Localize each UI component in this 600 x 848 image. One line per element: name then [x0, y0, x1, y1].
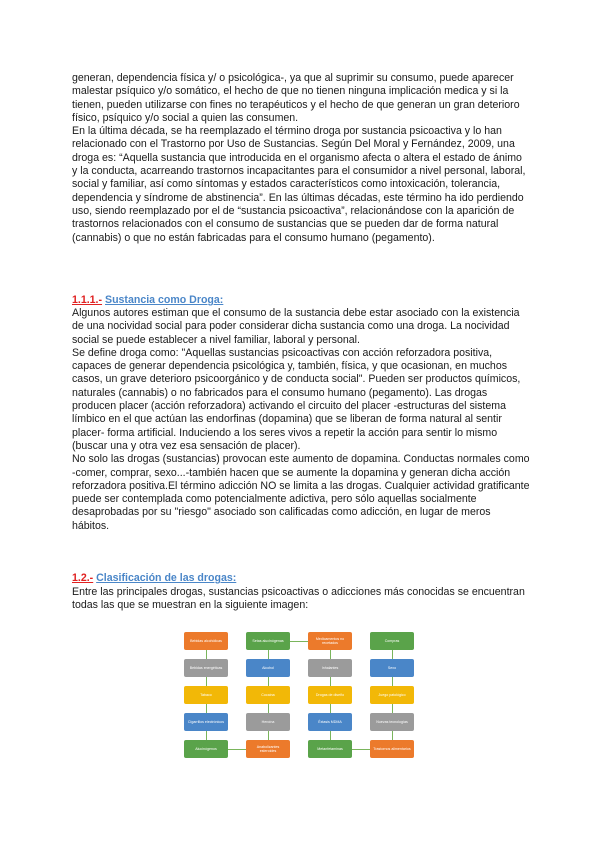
diagram-node: Inhalantes: [308, 659, 352, 677]
drug-classification-diagram: [180, 626, 422, 766]
diagram-node: Compras: [370, 632, 414, 650]
diagram-connector: [290, 641, 308, 642]
section-title: Sustancia como Droga:: [105, 294, 224, 306]
diagram-node: Cocaína: [246, 686, 290, 704]
diagram-node: Juego patológico: [370, 686, 414, 704]
diagram-node: Nuevas tecnologías: [370, 713, 414, 731]
paragraph: Se define droga como: "Aquellas sustancias psicoactivas con acción reforzadora positiva, capaces de generar dependencia psicológica y, también, física, y que ocasionan, en muchos casos, un grave deterioro psicoorgánico y de conducta social". Pueden ser productos químicos, naturales (cannabis) o no fabricados para el consumo humano (pegamento). Las drogas producen placer (acción reforzadora) activando el circuito del placer -estructuras del sistema límbico en el que actúan las endorfinas (dopamina) que se liberan de forma natural al sentir placer- forma artificial. Induciendo a los seres vivos a repetir la acción para sentir lo mismo (buscar una y otra vez esa sensación de placer).: [72, 346, 521, 452]
section-text: [72, 586, 530, 613]
diagram-node: Cigarrillos electrónicos: [184, 713, 228, 731]
diagram-node: Medicamentos no recetados: [308, 632, 352, 650]
section-text: [72, 307, 530, 533]
section-heading: [72, 294, 223, 306]
intro-text: [72, 72, 530, 245]
diagram-connector: [228, 749, 246, 750]
diagram-node: Metanfetaminas: [308, 740, 352, 758]
section-title: Clasificación de las drogas:: [96, 572, 237, 584]
diagram-node: Sexo: [370, 659, 414, 677]
diagram-node: Setas alucinógenas: [246, 632, 290, 650]
paragraph: generan, dependencia física y/ o psicológica-, ya que al suprimir su consumo, puede aparecer malestar psíquico y/o somático, el hecho de que no tienen ninguna implicación medica y si la tienen, pueden utilizarse con fines no terapéuticos y el hecho de que generan un gran deterioro físico, psíquico y/o social a quien las consumen.: [72, 72, 520, 124]
section-number: 1.2.-: [72, 572, 94, 584]
diagram-node: Éxtasis MDMA: [308, 713, 352, 731]
diagram-node: Alucinógenos: [184, 740, 228, 758]
section-heading: [72, 572, 236, 584]
paragraph: En la última década, se ha reemplazado el término droga por sustancia psicoactiva y lo han relacionado con el Trastorno por Uso de Sustancias. Según Del Moral y Fernández, 2009, una droga es: “Aquella sustancia que introducida en el organismo afecta o altera el estado de ánimo y la conducta, acarreando trastornos incapacitantes para el consumidor a nivel personal, laboral, social y familiar, así como síntomas y estados característicos como intoxicación, tolerancia, dependencia y síndrome de abstinencia”. En las últimas décadas, este término ha ido perdiendo uso, siendo reemplazado por el de “sustancia psicoactiva”, relacionándose con la aparición de trastornos relacionados con el consumo de sustancias que se pueden dar de forma natural (cannabis) o que no están fabricadas para el consumo humano (pegamento).: [72, 125, 526, 244]
diagram-node: Trastornos alimentarios: [370, 740, 414, 758]
paragraph: Algunos autores estiman que el consumo de la sustancia debe estar asociado con la existencia de una nocividad social para poder considerar dicha sustancia como una droga. La nocividad social se puede establecer a nivel familiar, laboral y personal.: [72, 307, 520, 346]
diagram-node: Drogas de diseño: [308, 686, 352, 704]
diagram-node: Heroína: [246, 713, 290, 731]
diagram-node: Anabolizantes esteroides: [246, 740, 290, 758]
section-number: 1.1.1.-: [72, 294, 103, 306]
diagram-connector: [352, 749, 370, 750]
diagram-node: Tabaco: [184, 686, 228, 704]
paragraph: No solo las drogas (sustancias) provocan este aumento de dopamina. Conductas normales como -comer, comprar, sexo...-también hacen que se aumente la dopamina y generan dicha acción reforzadora positiva.El término adicción NO se limita a las drogas. Cualquier actividad gratificante puede ser contemplada como potencialmente adictiva, pero sólo aquellas socialmente desaprobadas por su "riesgo" asociado son calificadas como adicción, en lugar de meros hábitos.: [72, 453, 530, 532]
diagram-node: Alcohol: [246, 659, 290, 677]
paragraph: Entre las principales drogas, sustancias psicoactivas o adicciones más conocidas se encuentran todas las que se muestran en la siguiente imagen:: [72, 586, 525, 612]
diagram-node: Bebidas alcohólicas: [184, 632, 228, 650]
diagram-node: Bebidas energéticas: [184, 659, 228, 677]
